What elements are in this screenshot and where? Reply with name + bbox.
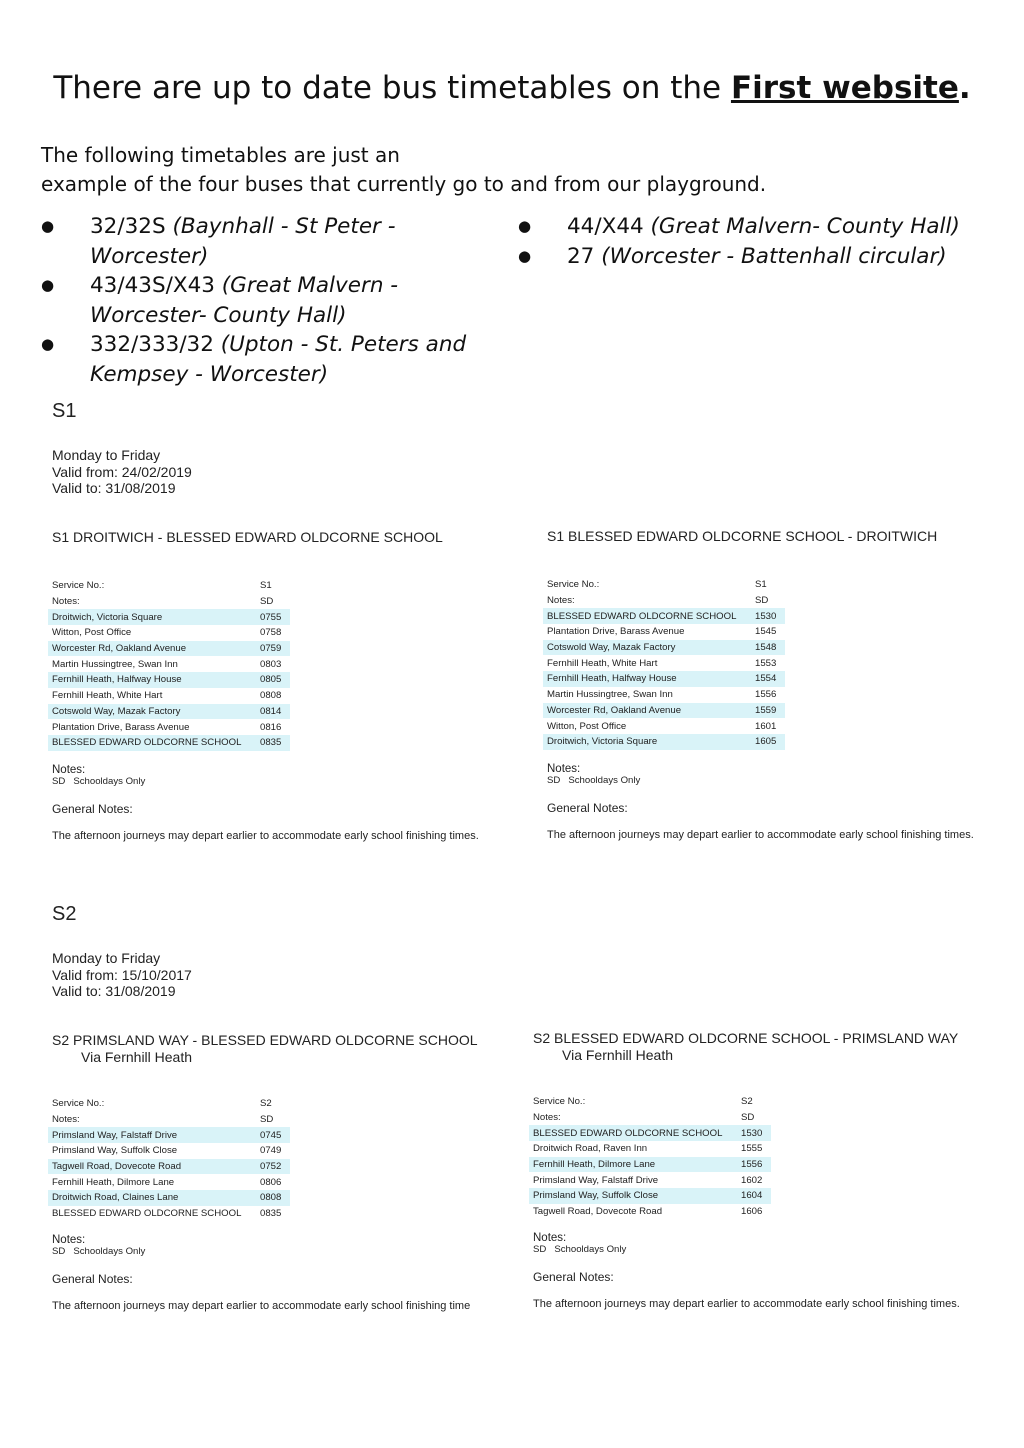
- bus-route-number: 332/333/32: [90, 332, 214, 357]
- table-row: [48, 1127, 290, 1143]
- stop-time: 0835: [260, 1208, 282, 1220]
- stop-time: 0752: [256, 1159, 290, 1175]
- timetable-subtitle: Via Fernhill Heath: [81, 1049, 193, 1065]
- table-row: [48, 735, 290, 751]
- notes-value: SD: [755, 595, 769, 607]
- general-notes-text: The afternoon journeys may depart earlier to accommodate early school finishing times.: [533, 1298, 960, 1310]
- stop-name: Droitwich, Victoria Square: [543, 734, 751, 750]
- table-row: [529, 1110, 771, 1126]
- bus-route-number: 27: [567, 243, 595, 269]
- notes-label: Notes:: [52, 596, 80, 608]
- stop-name: Fernhill Heath, Halfway House: [48, 672, 256, 688]
- table-row: [48, 719, 290, 735]
- service-days: Monday to Friday: [52, 447, 161, 463]
- table-row: [529, 1188, 771, 1204]
- table-row: [48, 656, 290, 672]
- stop-name: Primsland Way, Falstaff Drive: [533, 1174, 659, 1186]
- stop-name: Martin Hussingtree, Swan Inn: [52, 658, 178, 670]
- valid-to: Valid to: 31/08/2019: [52, 983, 176, 999]
- stop-time: 0805: [256, 672, 290, 688]
- general-notes-heading: General Notes:: [533, 1270, 614, 1284]
- section-label-s2: S2: [52, 903, 77, 925]
- timetable-title-block: [533, 1030, 958, 1064]
- notes-value: SD: [260, 1114, 274, 1126]
- bullet-icon: ●: [41, 276, 55, 294]
- stop-time: 0745: [256, 1127, 290, 1143]
- stop-time: 1554: [751, 671, 785, 687]
- notes-heading: Notes:: [547, 763, 581, 775]
- bus-route-description: (Baynhall - St Peter - Worcester): [90, 214, 396, 269]
- headline-text: There are up to date bus timetables on the: [53, 70, 722, 106]
- s1-validity: [52, 447, 192, 497]
- stop-time: 1556: [755, 689, 777, 701]
- notes-entry: [52, 776, 145, 787]
- stop-name: BLESSED EDWARD OLDCORNE SCHOOL: [52, 1208, 242, 1220]
- timetable-title-block: [52, 1032, 478, 1066]
- stop-name: Plantation Drive, Barass Avenue: [52, 721, 190, 733]
- table-row: [543, 671, 785, 687]
- table-row: [48, 1112, 290, 1128]
- stop-time: 0803: [260, 658, 282, 670]
- notes-desc: Schooldays Only: [554, 1244, 627, 1255]
- table-row: [48, 704, 290, 720]
- general-notes-text: The afternoon journeys may depart earlier to accommodate early school finishing times.: [547, 829, 974, 841]
- stop-time: 0758: [260, 627, 282, 639]
- table-row: [543, 608, 785, 624]
- timetable-notes: [52, 764, 145, 787]
- service-label: Service No.:: [547, 579, 600, 591]
- timetable-s1-outbound: [48, 578, 290, 751]
- table-row: [48, 672, 290, 688]
- bullet-icon: ●: [518, 217, 532, 235]
- bus-list-left: [41, 212, 511, 389]
- table-row: [543, 624, 785, 640]
- timetable-subtitle: Via Fernhill Heath: [562, 1047, 674, 1063]
- stop-name: Cotswold Way, Mazak Factory: [48, 704, 256, 720]
- stop-time: 0749: [260, 1145, 282, 1157]
- table-row: [543, 703, 785, 719]
- table-row: [48, 688, 290, 704]
- notes-heading: Notes:: [52, 764, 86, 776]
- table-row: [543, 640, 785, 656]
- stop-name: Droitwich, Victoria Square: [48, 609, 256, 625]
- stop-name: Tagwell Road, Dovecote Road: [533, 1206, 663, 1218]
- notes-value: SD: [260, 596, 274, 608]
- table-row: [48, 625, 290, 641]
- notes-heading: Notes:: [52, 1234, 86, 1246]
- stop-time: 1601: [755, 720, 777, 732]
- stop-time: 1530: [751, 608, 785, 624]
- intro-line-2: example of the four buses that currently go to and from our playground.: [41, 172, 767, 196]
- table-row: [543, 655, 785, 671]
- table-row: [48, 1190, 290, 1206]
- timetable-notes: [52, 1234, 145, 1257]
- table-row: [529, 1204, 771, 1220]
- notes-code: SD: [533, 1244, 547, 1255]
- timetable-title: S2 PRIMSLAND WAY - BLESSED EDWARD OLDCORNE SCHOOL: [52, 1032, 478, 1048]
- service-label: Service No.:: [533, 1096, 586, 1108]
- notes-value: SD: [741, 1112, 755, 1124]
- bus-list-item: [41, 330, 511, 389]
- stop-time: 1555: [741, 1143, 763, 1155]
- stop-time: 1604: [737, 1188, 771, 1204]
- service-label: Service No.:: [52, 1098, 105, 1110]
- table-row: [529, 1141, 771, 1157]
- table-row: [543, 577, 785, 593]
- notes-label: Notes:: [52, 1114, 80, 1126]
- stop-time: 1545: [755, 626, 777, 638]
- bus-route-number: 43/43S/X43: [90, 273, 215, 298]
- notes-label: Notes:: [533, 1112, 561, 1124]
- service-value: S2: [260, 1098, 272, 1110]
- stop-name: Tagwell Road, Dovecote Road: [48, 1159, 256, 1175]
- stop-name: Fernhill Heath, Dilmore Lane: [52, 1176, 175, 1188]
- service-label: Service No.:: [52, 580, 105, 592]
- headline-period: .: [958, 70, 971, 106]
- service-value: S2: [741, 1096, 753, 1108]
- table-row: [543, 718, 785, 734]
- table-row: [529, 1125, 771, 1141]
- stop-time: 1553: [755, 657, 777, 669]
- bus-list-item: [41, 271, 511, 330]
- bullet-icon: ●: [518, 246, 532, 265]
- bus-list-item: [518, 242, 988, 272]
- general-notes-heading: General Notes:: [547, 801, 628, 815]
- first-website-link[interactable]: First website: [730, 70, 959, 106]
- table-row: [529, 1094, 771, 1110]
- timetable-title: S2 BLESSED EDWARD OLDCORNE SCHOOL - PRIMSLAND WAY: [533, 1030, 959, 1046]
- stop-name: BLESSED EDWARD OLDCORNE SCHOOL: [529, 1125, 737, 1141]
- valid-from: Valid from: 15/10/2017: [52, 966, 192, 983]
- stop-name: Martin Hussingtree, Swan Inn: [547, 689, 673, 701]
- general-notes-text: The afternoon journeys may depart earlier to accommodate early school finishing time: [52, 1300, 471, 1312]
- bullet-icon: ●: [41, 335, 55, 353]
- general-notes-text: The afternoon journeys may depart earlier to accommodate early school finishing times.: [52, 830, 479, 842]
- service-days: Monday to Friday: [52, 950, 161, 966]
- bus-list-item: [518, 212, 988, 242]
- notes-heading: Notes:: [533, 1232, 567, 1244]
- stop-time: 1548: [751, 640, 785, 656]
- stop-name: Witton, Post Office: [52, 627, 132, 639]
- valid-to: Valid to: 31/08/2019: [52, 480, 176, 496]
- stop-time: 0816: [260, 721, 282, 733]
- notes-code: SD: [52, 1246, 66, 1257]
- table-row: [543, 734, 785, 750]
- bullet-icon: ●: [41, 217, 55, 235]
- table-row: [48, 1096, 290, 1112]
- bus-list-item: [41, 212, 511, 271]
- table-row: [48, 1143, 290, 1159]
- timetable-s2-outbound: [48, 1096, 290, 1222]
- table-row: [48, 1174, 290, 1190]
- bus-route-description: (Great Malvern- County Hall): [650, 214, 960, 239]
- table-row: [529, 1157, 771, 1173]
- stop-name: Worcester Rd, Oakland Avenue: [48, 641, 256, 657]
- bus-list-right: [518, 212, 988, 271]
- stop-time: 1605: [751, 734, 785, 750]
- stop-time: 1530: [737, 1125, 771, 1141]
- table-row: [543, 593, 785, 609]
- stop-name: Droitwich Road, Claines Lane: [48, 1190, 256, 1206]
- stop-name: Primsland Way, Falstaff Drive: [48, 1127, 256, 1143]
- notes-entry: [533, 1244, 626, 1255]
- stop-name: Fernhill Heath, Halfway House: [543, 671, 751, 687]
- bus-route-number: 32/32S: [90, 214, 166, 239]
- stop-name: BLESSED EDWARD OLDCORNE SCHOOL: [48, 735, 256, 751]
- stop-name: Primsland Way, Suffolk Close: [52, 1145, 178, 1157]
- stop-name: Droitwich Road, Raven Inn: [533, 1143, 648, 1155]
- table-row: [48, 641, 290, 657]
- timetable-s2-return: [529, 1094, 771, 1220]
- notes-entry: [547, 775, 640, 786]
- stop-time: 1559: [751, 703, 785, 719]
- bus-route-description: (Upton - St. Peters and Kempsey - Worcester): [90, 332, 467, 387]
- timetable-title: S1 DROITWICH - BLESSED EDWARD OLDCORNE SCHOOL: [52, 529, 443, 545]
- stop-name: Worcester Rd, Oakland Avenue: [543, 703, 751, 719]
- stop-time: 0835: [256, 735, 290, 751]
- stop-name: Cotswold Way, Mazak Factory: [543, 640, 751, 656]
- s2-validity: [52, 950, 192, 1000]
- intro-paragraph: [41, 141, 801, 199]
- stop-name: BLESSED EDWARD OLDCORNE SCHOOL: [543, 608, 751, 624]
- notes-desc: Schooldays Only: [73, 1246, 146, 1257]
- service-value: S1: [755, 579, 767, 591]
- table-row: [48, 1206, 290, 1222]
- timetable-notes: [533, 1232, 626, 1255]
- table-row: [543, 687, 785, 703]
- table-row: [48, 1159, 290, 1175]
- stop-time: 0814: [256, 704, 290, 720]
- timetable-s1-return: [543, 577, 785, 750]
- section-label-s1: S1: [52, 400, 77, 422]
- general-notes-heading: General Notes:: [52, 802, 133, 816]
- notes-desc: Schooldays Only: [568, 775, 641, 786]
- notes-code: SD: [547, 775, 561, 786]
- stop-time: 0808: [256, 1190, 290, 1206]
- stop-name: Plantation Drive, Barass Avenue: [547, 626, 685, 638]
- intro-line-1: The following timetables are just an: [41, 143, 400, 167]
- table-row: [48, 609, 290, 625]
- notes-label: Notes:: [547, 595, 575, 607]
- bus-route-description: (Worcester - Battenhall circular): [601, 243, 947, 269]
- timetable-title: S1 BLESSED EDWARD OLDCORNE SCHOOL - DROITWICH: [547, 528, 938, 544]
- stop-time: 0755: [256, 609, 290, 625]
- notes-entry: [52, 1246, 145, 1257]
- notes-code: SD: [52, 776, 66, 787]
- stop-time: 0808: [260, 690, 282, 702]
- service-value: S1: [260, 580, 272, 592]
- stop-time: 0806: [260, 1176, 282, 1188]
- stop-name: Fernhill Heath, Dilmore Lane: [529, 1157, 737, 1173]
- stop-name: Fernhill Heath, White Hart: [52, 690, 163, 702]
- general-notes-heading: General Notes:: [52, 1272, 133, 1286]
- bus-route-number: 44/X44: [567, 214, 644, 239]
- stop-time: 1556: [737, 1157, 771, 1173]
- stop-name: Witton, Post Office: [547, 720, 627, 732]
- stop-time: 1606: [741, 1206, 763, 1218]
- notes-desc: Schooldays Only: [73, 776, 146, 787]
- stop-name: Fernhill Heath, White Hart: [547, 657, 658, 669]
- stop-time: 0759: [256, 641, 290, 657]
- valid-from: Valid from: 24/02/2019: [52, 463, 192, 480]
- timetable-notes: [547, 763, 640, 786]
- bus-route-description: (Great Malvern - Worcester- County Hall): [90, 273, 399, 328]
- table-row: [48, 578, 290, 594]
- stop-time: 1602: [741, 1174, 763, 1186]
- table-row: [48, 594, 290, 610]
- stop-name: Primsland Way, Suffolk Close: [529, 1188, 737, 1204]
- table-row: [529, 1172, 771, 1188]
- page-headline: [0, 70, 1024, 106]
